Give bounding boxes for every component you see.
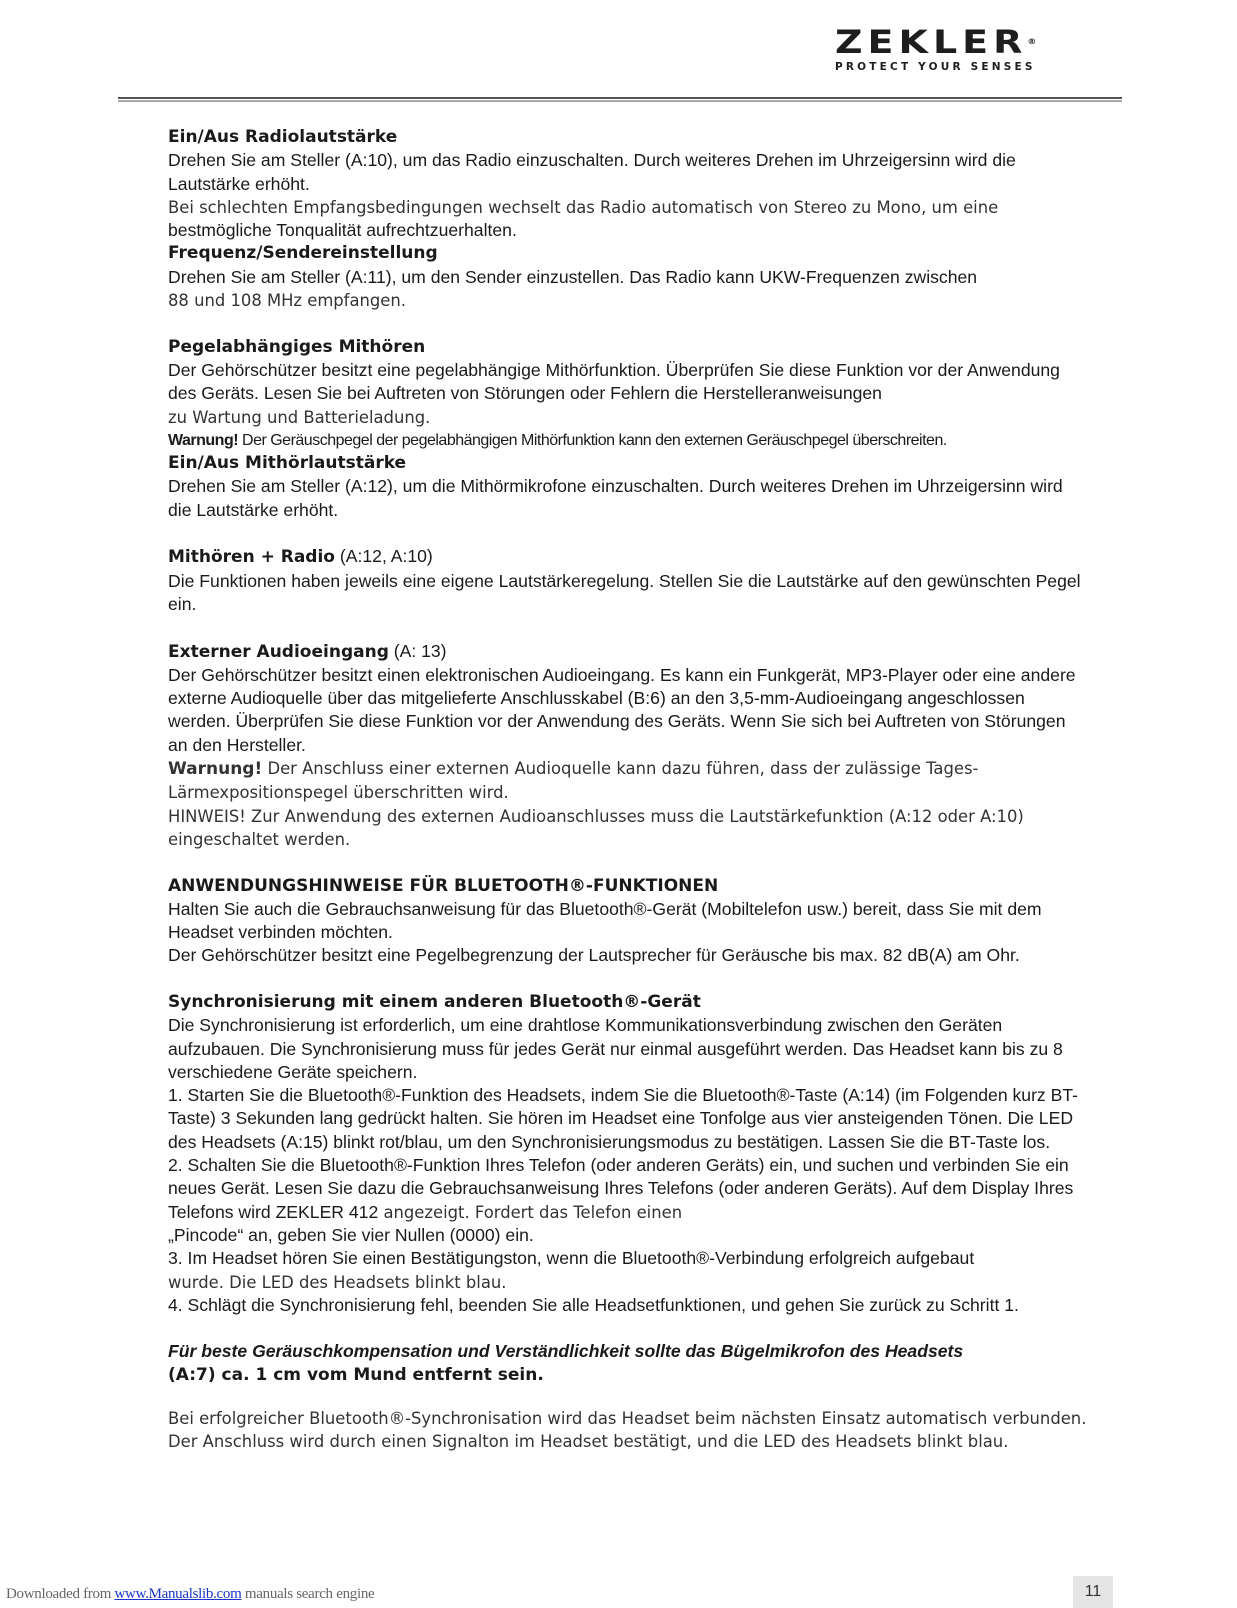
page-number: 11 xyxy=(1073,1576,1113,1608)
external-note: HINWEIS! Zur Anwendung des externen Audioanschlusses muss die Lautstärkefunktion (A:12 oder A:10) eingeschaltet werden. xyxy=(168,806,1024,849)
mix-heading: Mithören + Radio xyxy=(168,547,335,568)
sync-step-3-end: wurde. Die LED des Headsets blinkt blau. xyxy=(168,1272,507,1292)
bluetooth-heading: ANWENDUNGSHINWEISE FÜR BLUETOOTH®-FUNKTIONEN xyxy=(168,875,719,896)
external-heading: Externer Audioeingang xyxy=(168,641,389,662)
mix-text: Die Funktionen haben jeweils eine eigene Lautstärkeregelung. Stellen Sie die Lautstärke auf den gewünschten Pegel ein. xyxy=(168,570,1081,614)
logo-tagline: PROTECT YOUR SENSES xyxy=(835,61,1036,73)
radio-heading: Ein/Aus Radiolautstärke xyxy=(168,127,398,147)
sync-step-4: 4. Schlägt die Synchronisierung fehl, beenden Sie alle Headsetfunktionen, und gehen Sie zurück zu Schritt 1. xyxy=(168,1294,1019,1315)
sync-step-2: 2. Schalten Sie die Bluetooth®-Funktion Ihres Telefon (oder anderen Geräts) ein, und suchen und verbinden Sie ein neues Gerät. Lesen Sie dazu die Gebrauchsanweisung Ihres Telefons (oder anderen Geräts). Auf dem Display Ihres Telefons wird ZEKLER 412 angezeigt. Fordert das Telefon einen „Pincode“ an, geben Sie vier Nullen (0000) ein. xyxy=(168,1155,1074,1245)
header-rule xyxy=(118,97,1122,99)
reconnect-note: Bei erfolgreicher Bluetooth®-Synchronisation wird das Headset beim nächsten Einsatz automatisch verbunden. xyxy=(168,1409,1087,1429)
frequency-heading: Frequenz/Sendereinstellung xyxy=(168,243,438,264)
radio-text: Drehen Sie am Steller (A:10), um das Radio einzuschalten. Durch weiteres Drehen im Uhrzeigersinn wird die Lautstärke erhöht. xyxy=(168,150,1016,194)
reconnect-note-end: Der Anschluss wird durch einen Signalton im Headset bestätigt, und die LED des Headsets blinkt blau. xyxy=(168,1432,1009,1452)
warning-label: Warnung! xyxy=(168,431,239,449)
bluetooth-text: Halten Sie auch die Gebrauchsanweisung für das Bluetooth®-Gerät (Mobiltelefon usw.) bereit, dass Sie mit dem Headset verbinden möchten. xyxy=(168,898,1042,943)
level-text: Der Gehörschützer besitzt eine pegelabhängige Mithörfunktion. Überprüfen Sie diese Funktion vor der Anwendung des Geräts. Lesen Sie bei Auftreten von Störungen oder Fehlern die Herstelleranweisungen xyxy=(168,359,1060,404)
microphone-tip: Für beste Geräuschkompensation und Verständlichkeit sollte das Bügelmikrofon des Headsets xyxy=(168,1341,964,1362)
external-heading-line xyxy=(168,640,1088,664)
mix-heading-line xyxy=(168,545,1088,569)
level-heading: Pegelabhängiges Mithören xyxy=(168,336,426,357)
frequency-range: 88 und 108 MHz empfangen. xyxy=(168,291,406,311)
sync-heading: Synchronisierung mit einem anderen Bluetooth®-Gerät xyxy=(168,991,701,1012)
download-footer: Downloaded from www.Manualslib.com manuals search engine xyxy=(6,1586,375,1602)
frequency-text: Drehen Sie am Steller (A:11), um den Sender einzustellen. Das Radio kann UKW-Frequenzen zwischen xyxy=(168,266,978,287)
warning-text: Der Anschluss einer externen Audioquelle kann dazu führen, dass der zulässige Tages-Lärmexpositionspegel überschritten wird. xyxy=(168,759,979,803)
mic-text: Drehen Sie am Steller (A:12), um die Mithörmikrofone einzuschalten. Durch weiteres Drehen im Uhrzeigersinn wird die Lautstärke erhöht. xyxy=(168,476,1063,520)
zekler-logo xyxy=(835,23,1075,73)
sync-intro: Die Synchronisierung ist erforderlich, um eine drahtlose Kommunikationsverbindung zwischen den Geräten aufzubauen. Die Synchronisierung muss für jedes Gerät nur einmal ausgeführt werden. Das Headset kann bis zu 8 verschiedene Geräte speichern. xyxy=(168,1015,1063,1082)
radio-quality-note: bestmögliche Tonqualität aufrechtzuerhalten. xyxy=(168,220,517,241)
radio-stereo-note: Bei schlechten Empfangsbedingungen wechselt das Radio automatisch von Stereo zu Mono, um eine xyxy=(168,197,999,217)
manualslib-link[interactable]: www.Manualslib.com xyxy=(114,1586,242,1602)
mic-heading: Ein/Aus Mithörlautstärke xyxy=(168,453,407,474)
external-warning xyxy=(168,757,1088,805)
external-ref: (A: 13) xyxy=(388,640,447,661)
warning-text: Der Geräuschpegel der pegelabhängigen Mithörfunktion kann den externen Geräuschpegel überschreiten. xyxy=(238,431,947,449)
external-text: Der Gehörschützer besitzt einen elektronischen Audioeingang. Es kann ein Funkgerät, MP3-Player oder eine andere externe Audioquelle über das mitgelieferte Anschlusskabel (B:6) an den 3,5-mm-Audioeingang angeschlossen werden. Überprüfen Sie diese Funktion vor der Anwendung des Geräts. Wenn Sie sich bei Auftreten von Störungen an den Hersteller. xyxy=(168,664,1076,755)
level-text-end: zu Wartung und Batterieladung. xyxy=(168,407,431,427)
warning-label: Warnung! xyxy=(168,759,263,780)
mix-ref: (A:12, A:10) xyxy=(335,546,433,567)
bluetooth-limit: Der Gehörschützer besitzt eine Pegelbegrenzung der Lautsprecher für Geräusche bis max. 82 dB(A) am Ohr. xyxy=(168,945,1020,966)
microphone-tip-end: (A:7) ca. 1 cm vom Mund entfernt sein. xyxy=(168,1364,544,1385)
level-warning xyxy=(168,429,1088,452)
sync-step-3: 3. Im Headset hören Sie einen Bestätigungston, wenn die Bluetooth®-Verbindung erfolgreich aufgebaut xyxy=(168,1248,975,1269)
sync-step-1: 1. Starten Sie die Bluetooth®-Funktion des Headsets, indem Sie die Bluetooth®-Taste (A:14) (im Folgenden kurz BT-Taste) 3 Sekunden lang gedrückt halten. Sie hören im Headset eine Tonfolge aus vier ansteigenden Tönen. Die LED des Headsets (A:15) blinkt rot/blau, um den Synchronisierungsmodus zu bestätigen. Lassen Sie die BT-Taste los. xyxy=(168,1085,1078,1152)
logo-wordmark: ZEKLER® xyxy=(835,23,1037,61)
page-content xyxy=(168,126,1088,1454)
header-rule-shadow xyxy=(118,100,1122,102)
